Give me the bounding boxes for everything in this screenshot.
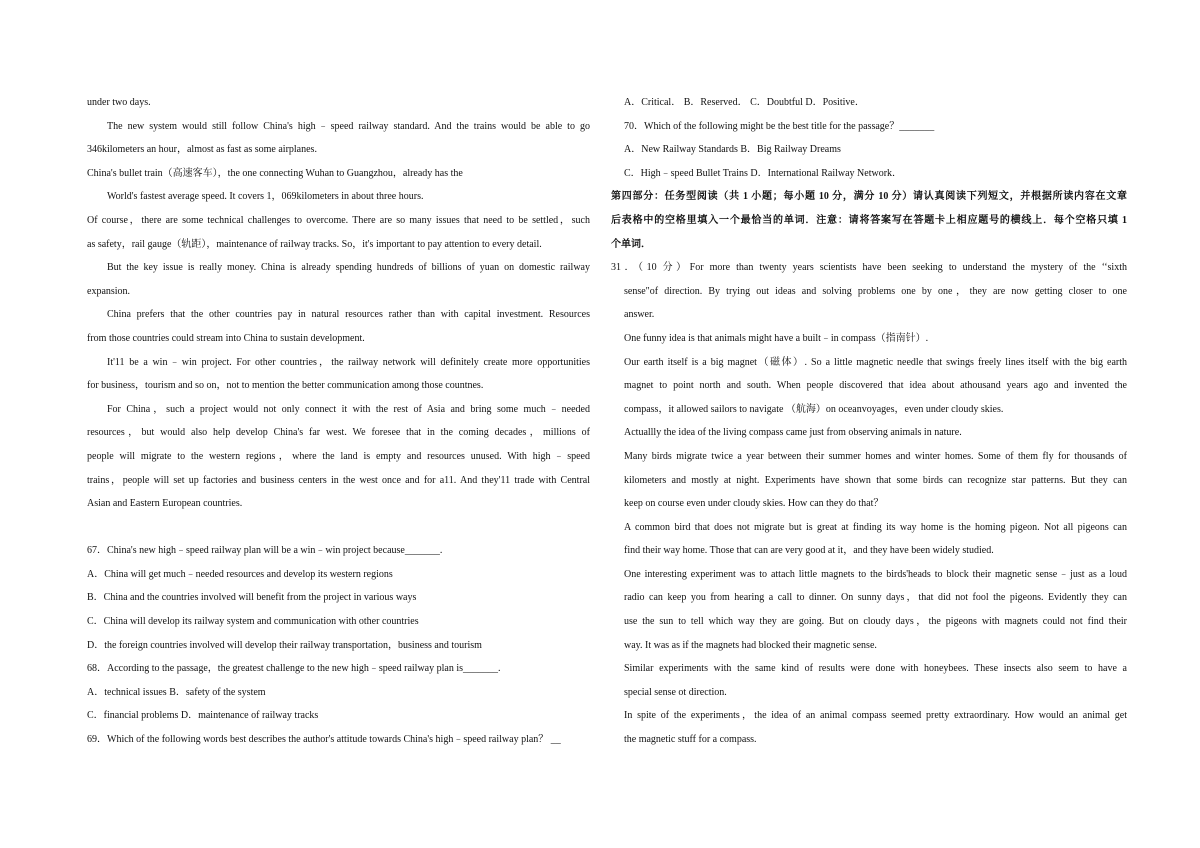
text-line: expansion. — [87, 285, 131, 297]
text-line: 67．China's new high﹣speed railway plan will be a win﹣win project because_______. — [87, 545, 443, 557]
text-line: radio can keep you from hearing a call to dinner. On sunny days，that did not fool the pigeons. Evidently they can — [624, 592, 1127, 604]
text-line: A．Critical． B．Reserved． C．Doubtful D．Positive． — [624, 97, 865, 108]
text-line: For China，such a project would not only connect it with the rest of Asia and bring some much﹣needed — [107, 403, 590, 415]
text-line: Asian and Eastern European countries. — [87, 498, 243, 510]
text-line: A．New Railway Standards B．Big Railway Dreams — [624, 144, 841, 156]
blank-line — [87, 516, 590, 540]
text-line: from those countries could stream into China to sustain development. — [87, 332, 365, 344]
text-line: 第四部分：任务型阅读（共 1 小题；每小题 10 分，满分 10 分）请认真阅读下列短文，并根据所读内容在文章 — [611, 191, 1127, 203]
text-line: D．the foreign countries involved will develop their railway transportation，business and tourism — [87, 639, 482, 651]
text-line: Our earth itself is a big magnet（磁体）. So a little magnetic needle that swings freely lines itself with the big earth — [624, 356, 1127, 368]
text-line: 69．Which of the following words best describes the author's attitude towards China's high﹣speed railway plan？ __ — [87, 734, 561, 746]
text-line: way. It was as if the magnets had blocked their magnetic sense. — [624, 639, 877, 651]
text-line: compass，it allowed sailors to navigate （航海）on oceanvoyages，even under cloudy skies. — [624, 403, 1004, 415]
text-line: World's fastest average speed. It covers 1，069kilometers in about three hours. — [107, 191, 424, 203]
text-line: 346kilometers an hour，almost as fast as some airplanes. — [87, 144, 317, 156]
text-line: under two days. — [87, 97, 151, 108]
text-line: magnet to point north and south. When people discovered that idea about athousand years ago and invented the — [624, 380, 1127, 392]
text-line: trains，people will set up factories and business centers in the west once and for a11. And they'11 trade with Central — [87, 474, 590, 486]
text-line: C．China will develop its railway system and communication with other countries — [87, 616, 419, 628]
text-line: But the key issue is really money. China is already spending hundreds of billions of yuan on domestic railway — [107, 262, 590, 274]
text-line: China's bullet train（高速客车），the one connecting Wuhan to Guangzhou，already has the — [87, 167, 463, 179]
text-line: One interesting experiment was to attach little magnets to the birds'heads to block their magnetic sense﹣just as a loud — [624, 568, 1127, 580]
text-line: kilometers and mostly at night. Experiments have shown that some birds can recognize star patterns. But they can — [624, 474, 1127, 486]
text-line: Actuallly the idea of the living compass came just from observing animals in nature. — [624, 427, 962, 439]
text-line: as safety，rail gauge（轨距），maintenance of railway tracks. So，it's important to pay attention to every detail. — [87, 238, 542, 250]
text-line: China prefers that the other countries pay in natural resources rather than with capital investment. Resources — [107, 309, 590, 321]
text-line: Many birds migrate twice a year between their summer homes and winter homes. Some of them fly for thousands of — [624, 450, 1127, 462]
text-line: One funny idea is that animals might have a built﹣in compass（指南针）. — [624, 332, 929, 344]
text-line: special sense ot direction. — [624, 686, 727, 698]
text-line: resources，but would also help develop China's far west. We foresee that in the coming decades，millions of — [87, 427, 590, 439]
text-line: Of course，there are some technical challenges to overcome. There are so many issues that need to be settled，such — [87, 214, 590, 226]
text-line: keep on course even under cloudy skies. How can they do that？ — [624, 498, 884, 510]
text-line: In spite of the experiments，the idea of an animal compass seemed pretty extraordinary. How would an animal get — [624, 710, 1127, 722]
text-line: It'11 be a win﹣win project. For other countries，the railway network will definitely create more opportunities — [107, 356, 590, 368]
text-line: C．High﹣speed Bullet Trains D．International Railway Network． — [624, 167, 903, 179]
text-line: sense"of direction. By trying out ideas and solving problems one by one，they are now getting closer to one — [624, 285, 1127, 297]
text-line: Similar experiments with the same kind of results were done with honeybees. These insects also seem to have a — [624, 663, 1127, 675]
text-line: people will migrate to the western regions，where the land is empty and resources unused. With high﹣speed — [87, 450, 590, 462]
text-line: 个单词． — [611, 238, 651, 250]
text-line: A．China will get much﹣needed resources and develop its western regions — [87, 568, 393, 580]
text-line: The new system would still follow China's high﹣speed railway standard. And the trains would be able to go — [107, 120, 590, 132]
right-column — [611, 91, 1127, 752]
text-line: 70．Which of the following might be the best title for the passage？_______ — [624, 120, 935, 132]
text-line: use the sun to tell which way they are going. But on cloudy days，the pigeons with magnets could not find their — [624, 616, 1127, 628]
text-line: 68．According to the passage，the greatest challenge to the new high﹣speed railway plan is_______. — [87, 663, 501, 675]
text-line: C．financial problems D．maintenance of railway tracks — [87, 710, 319, 722]
text-line: A．technical issues B．safety of the system — [87, 686, 266, 698]
text-line: the magnetic stuff for a compass. — [624, 734, 757, 746]
left-column — [87, 91, 590, 752]
text-line: for business，tourism and so on，not to mention the better communication among those countnes. — [87, 380, 484, 392]
text-line: B．China and the countries involved will benefit from the project in various ways — [87, 592, 417, 604]
text-line: answer. — [624, 309, 655, 321]
text-line: 31．（10 分）For more than twenty years scientists have been seeking to understand the mystery of the ‘‘sixth — [611, 262, 1127, 274]
text-line: A common bird that does not migrate but is great at finding its way home is the homing pigeon. Not all pigeons can — [624, 521, 1127, 533]
text-line: 后表格中的空格里填入一个最恰当的单词．注意：请将答案写在答题卡上相应题号的横线上．每个空格只填 1 — [611, 214, 1127, 226]
text-line: find their way home. Those that can are very good at it，and they have been widely studied. — [624, 545, 994, 557]
